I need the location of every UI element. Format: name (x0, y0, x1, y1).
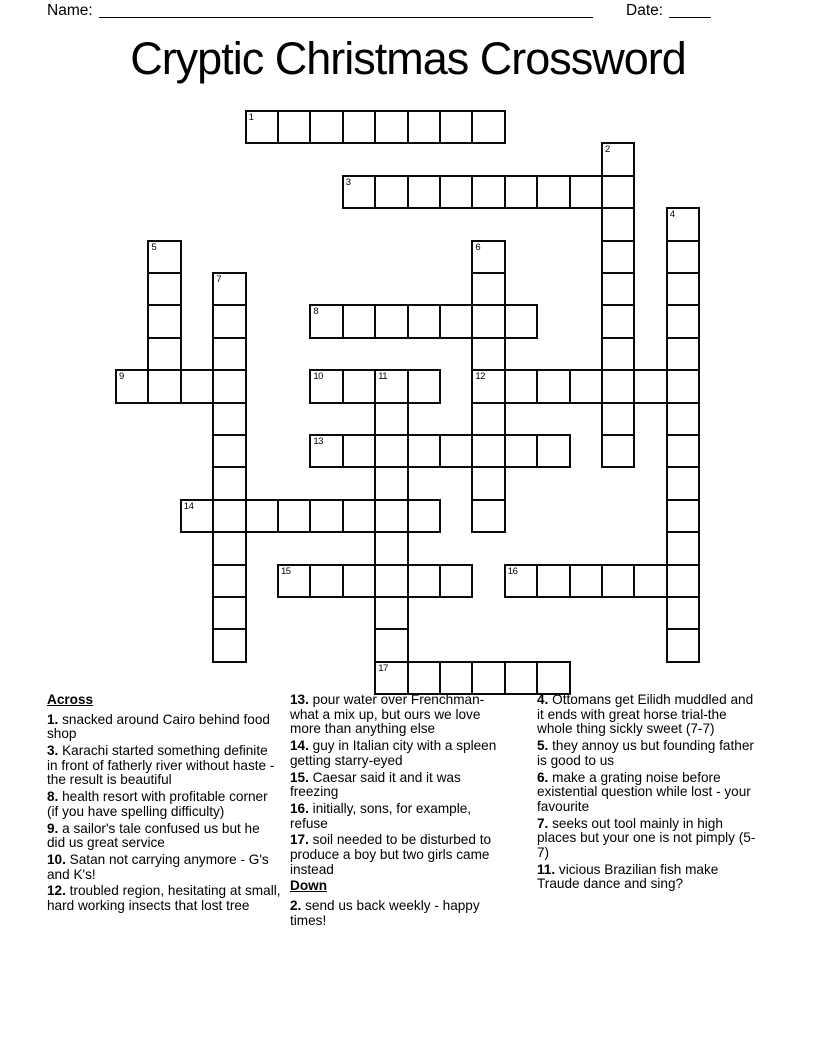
grid-cell-r4c17[interactable] (666, 240, 700, 274)
grid-cell-r9c17[interactable] (666, 402, 700, 436)
clue-number: 7. (537, 815, 549, 831)
grid-cell-r8c0[interactable] (115, 369, 149, 403)
clue-number: 11. (537, 861, 556, 877)
grid-cell-r6c15[interactable] (601, 304, 635, 338)
clue-number: 3. (47, 743, 59, 758)
grid-cell-r13c8[interactable] (374, 531, 408, 565)
cell-number-7: 7 (216, 274, 221, 285)
grid-cell-r8c16[interactable] (633, 369, 667, 403)
grid-cell-r10c9[interactable] (407, 434, 441, 468)
clue-item-13: 13. pour water over Frenchman-what a mix up, but ours we love more than anything else (290, 692, 485, 737)
grid-cell-r0c8[interactable] (374, 110, 408, 144)
grid-cell-r6c17[interactable] (666, 304, 700, 338)
grid-cell-r10c12[interactable] (504, 434, 538, 468)
clue-number: 10. (47, 851, 66, 867)
grid-cell-r6c11[interactable] (471, 304, 505, 338)
grid-cell-r8c9[interactable] (407, 369, 441, 403)
grid-cell-r2c12[interactable] (504, 175, 538, 209)
grid-cell-r5c11[interactable] (471, 272, 505, 306)
grid-cell-r8c17[interactable] (666, 369, 700, 403)
clues-column-3 (537, 693, 761, 894)
clue-number: 5. (537, 738, 549, 754)
clue-number: 2. (290, 898, 302, 914)
grid-cell-r6c10[interactable] (439, 304, 473, 338)
clues-column-1 (47, 693, 281, 916)
clue-number: 9. (47, 820, 59, 836)
grid-cell-r14c10[interactable] (439, 564, 473, 598)
grid-cell-r3c15[interactable] (601, 207, 635, 241)
clue-item-9: 9. a sailor's tale confused us but he did us great service (47, 820, 260, 851)
grid-cell-r10c6[interactable] (309, 434, 343, 468)
grid-cell-r5c15[interactable] (601, 272, 635, 306)
grid-cell-r7c1[interactable] (147, 337, 181, 371)
grid-cell-r12c4[interactable] (245, 499, 279, 533)
grid-cell-r0c7[interactable] (342, 110, 376, 144)
grid-cell-r6c7[interactable] (342, 304, 376, 338)
crossword-grid (115, 110, 701, 696)
grid-cell-r7c17[interactable] (666, 337, 700, 371)
grid-cell-r8c8[interactable] (374, 369, 408, 403)
clue-number: 1. (47, 711, 59, 727)
cell-number-12: 12 (475, 371, 485, 383)
grid-cell-r2c15[interactable] (601, 175, 635, 209)
clue-item-5: 5. they annoy us but founding father is good to us (537, 738, 754, 768)
grid-cell-r14c16[interactable] (633, 564, 667, 598)
grid-cell-r12c3[interactable] (212, 499, 246, 533)
cell-number-6: 6 (475, 241, 481, 253)
clue-item-8: 8. health resort with profitable corner (if you have spelling difficulty) (47, 789, 268, 819)
clue-number: 8. (47, 789, 59, 805)
grid-cell-r11c17[interactable] (666, 466, 700, 500)
clue-item-15: 15. Caesar said it and it was freezing (290, 769, 461, 800)
grid-cell-r14c12[interactable] (504, 564, 538, 598)
grid-cell-r8c3[interactable] (212, 369, 246, 403)
grid-cell-r7c15[interactable] (601, 337, 635, 371)
grid-cell-r12c9[interactable] (407, 499, 441, 533)
grid-cell-r14c7[interactable] (342, 564, 376, 598)
grid-cell-r17c10[interactable] (439, 661, 473, 695)
clue-item-12: 12. troubled region, hesitating at small, hard working insects that lost tree (47, 883, 281, 914)
grid-cell-r10c10[interactable] (439, 434, 473, 468)
grid-cell-r10c8[interactable] (374, 434, 408, 468)
grid-cell-r8c1[interactable] (147, 369, 181, 403)
grid-cell-r9c8[interactable] (374, 402, 408, 436)
grid-cell-r17c9[interactable] (407, 661, 441, 695)
cell-number-4: 4 (669, 209, 675, 221)
cell-number-15: 15 (281, 565, 291, 577)
grid-cell-r9c15[interactable] (601, 402, 635, 436)
grid-cell-r6c8[interactable] (374, 304, 408, 338)
cell-number-1: 1 (248, 112, 254, 123)
grid-cell-r2c10[interactable] (439, 175, 473, 209)
cell-number-16: 16 (507, 565, 518, 577)
grid-cell-r8c15[interactable] (601, 369, 635, 403)
grid-cell-r6c6[interactable] (309, 304, 343, 338)
clue-number: 12. (47, 883, 66, 899)
grid-cell-r14c17[interactable] (666, 564, 700, 598)
grid-cell-r8c13[interactable] (536, 369, 570, 403)
clue-item-10: 10. Satan not carrying anymore - G's and K's! (47, 851, 269, 882)
grid-cell-r8c2[interactable] (180, 369, 214, 403)
date-label: Date: (626, 2, 664, 19)
grid-cell-r14c6[interactable] (309, 564, 343, 598)
grid-cell-r8c14[interactable] (569, 369, 603, 403)
grid-cell-r12c11[interactable] (471, 499, 505, 533)
grid-cell-r15c8[interactable] (374, 596, 408, 630)
grid-cell-r14c8[interactable] (374, 564, 408, 598)
grid-cell-r10c17[interactable] (666, 434, 700, 468)
grid-cell-r15c3[interactable] (212, 596, 246, 630)
cell-number-8: 8 (313, 306, 319, 318)
clues-heading-across: Across (47, 692, 94, 707)
cell-number-14: 14 (183, 500, 194, 512)
grid-cell-r7c11[interactable] (471, 337, 505, 371)
grid-cell-r6c1[interactable] (147, 304, 181, 338)
cell-number-3: 3 (345, 176, 351, 188)
grid-cell-r2c13[interactable] (536, 175, 570, 209)
grid-cell-r0c10[interactable] (439, 110, 473, 144)
clue-item-16: 16. initially, sons, for example, refuse (290, 800, 472, 831)
grid-cell-r11c8[interactable] (374, 466, 408, 500)
grid-cell-r14c14[interactable] (569, 564, 603, 598)
date-fill-line[interactable] (669, 17, 711, 18)
grid-cell-r5c1[interactable] (147, 272, 181, 306)
grid-cell-r4c15[interactable] (601, 240, 635, 274)
grid-cell-r0c4[interactable] (245, 110, 279, 144)
grid-cell-r15c17[interactable] (666, 596, 700, 630)
grid-cell-r10c13[interactable] (536, 434, 570, 468)
grid-cell-r12c8[interactable] (374, 499, 408, 533)
grid-cell-r12c6[interactable] (309, 499, 343, 533)
name-fill-line[interactable] (99, 17, 593, 18)
grid-cell-r17c12[interactable] (504, 661, 538, 695)
grid-cell-r11c11[interactable] (471, 466, 505, 500)
grid-cell-r13c17[interactable] (666, 531, 700, 565)
grid-cell-r4c11[interactable] (471, 240, 505, 274)
grid-cell-r5c3[interactable] (212, 272, 246, 306)
grid-cell-r14c13[interactable] (536, 564, 570, 598)
grid-cell-r16c8[interactable] (374, 628, 408, 662)
grid-cell-r17c13[interactable] (536, 661, 570, 695)
clues-heading-down: Down (290, 878, 327, 894)
clue-number: 6. (537, 769, 549, 785)
grid-cell-r6c9[interactable] (407, 304, 441, 338)
grid-cell-r17c11[interactable] (471, 661, 505, 695)
clue-item-7: 7. seeks out tool mainly in high places but your one is not pimply (5-7) (537, 815, 756, 861)
name-label: Name: (47, 2, 93, 19)
clue-number: 15. (290, 769, 309, 785)
grid-cell-r0c11[interactable] (471, 110, 505, 144)
grid-cell-r12c7[interactable] (342, 499, 376, 533)
clue-number: 14. (290, 738, 309, 754)
cell-number-9: 9 (119, 371, 124, 383)
clue-number: 17. (290, 832, 309, 848)
grid-cell-r2c8[interactable] (374, 175, 408, 209)
cell-number-17: 17 (378, 662, 388, 674)
grid-cell-r2c9[interactable] (407, 175, 441, 209)
grid-cell-r16c3[interactable] (212, 628, 246, 662)
clue-item-6: 6. make a grating noise before existential question while lost - your favourite (537, 769, 751, 814)
grid-cell-r16c17[interactable] (666, 628, 700, 662)
grid-cell-r9c11[interactable] (471, 402, 505, 436)
grid-cell-r4c1[interactable] (147, 240, 181, 274)
grid-cell-r12c2[interactable] (180, 499, 214, 533)
grid-cell-r10c3[interactable] (212, 434, 246, 468)
grid-cell-r10c7[interactable] (342, 434, 376, 468)
clue-item-3: 3. Karachi started something definite in front of fatherly river without haste - the result is beautiful (47, 743, 275, 788)
grid-cell-r10c15[interactable] (601, 434, 635, 468)
cell-number-13: 13 (313, 436, 323, 447)
grid-cell-r0c6[interactable] (309, 110, 343, 144)
grid-cell-r8c6[interactable] (309, 369, 343, 403)
grid-cell-r14c3[interactable] (212, 564, 246, 598)
grid-cell-r12c5[interactable] (277, 499, 311, 533)
grid-cell-r3c17[interactable] (666, 207, 700, 241)
grid-cell-r1c15[interactable] (601, 142, 635, 176)
clue-number: 13. (290, 692, 309, 707)
clues-column-2 (290, 693, 507, 930)
grid-cell-r8c12[interactable] (504, 369, 538, 403)
cell-number-10: 10 (313, 371, 323, 383)
grid-cell-r8c7[interactable] (342, 369, 376, 403)
clue-item-17: 17. soil needed to be disturbed to produce a boy but two girls came instead (290, 832, 492, 877)
clue-item-14: 14. guy in Italian city with a spleen getting starry-eyed (290, 738, 497, 768)
grid-cell-r14c15[interactable] (601, 564, 635, 598)
clue-item-1: 1. snacked around Cairo behind food shop (47, 711, 270, 742)
grid-cell-r2c11[interactable] (471, 175, 505, 209)
grid-cell-r9c3[interactable] (212, 402, 246, 436)
grid-cell-r10c11[interactable] (471, 434, 505, 468)
grid-cell-r12c17[interactable] (666, 499, 700, 533)
cell-number-2: 2 (605, 144, 610, 156)
grid-cell-r14c5[interactable] (277, 564, 311, 598)
grid-cell-r0c9[interactable] (407, 110, 441, 144)
grid-cell-r0c5[interactable] (277, 110, 311, 144)
grid-cell-r6c3[interactable] (212, 304, 246, 338)
cell-number-5: 5 (151, 241, 157, 253)
grid-cell-r2c7[interactable] (342, 175, 376, 209)
grid-cell-r11c3[interactable] (212, 466, 246, 500)
grid-cell-r14c9[interactable] (407, 564, 441, 598)
clue-number: 4. (537, 692, 549, 707)
grid-cell-r17c8[interactable] (374, 661, 408, 695)
clue-item-2: 2. send us back weekly - happy times! (290, 898, 480, 928)
clue-item-4: 4. Ottomans get Eilidh muddled and it ends with great horse trial-the whole thing sickly sweet (7-7) (537, 692, 754, 737)
page-title: Cryptic Christmas Crossword (130, 33, 686, 84)
grid-cell-r5c17[interactable] (666, 272, 700, 306)
grid-cell-r2c14[interactable] (569, 175, 603, 209)
grid-cell-r13c3[interactable] (212, 531, 246, 565)
grid-cell-r8c11[interactable] (471, 369, 505, 403)
grid-cell-r6c12[interactable] (504, 304, 538, 338)
grid-cell-r7c3[interactable] (212, 337, 246, 371)
clue-number: 16. (290, 800, 309, 816)
clue-item-11: 11. vicious Brazilian fish make Traude dance and sing? (537, 861, 719, 892)
cell-number-11: 11 (378, 371, 388, 383)
